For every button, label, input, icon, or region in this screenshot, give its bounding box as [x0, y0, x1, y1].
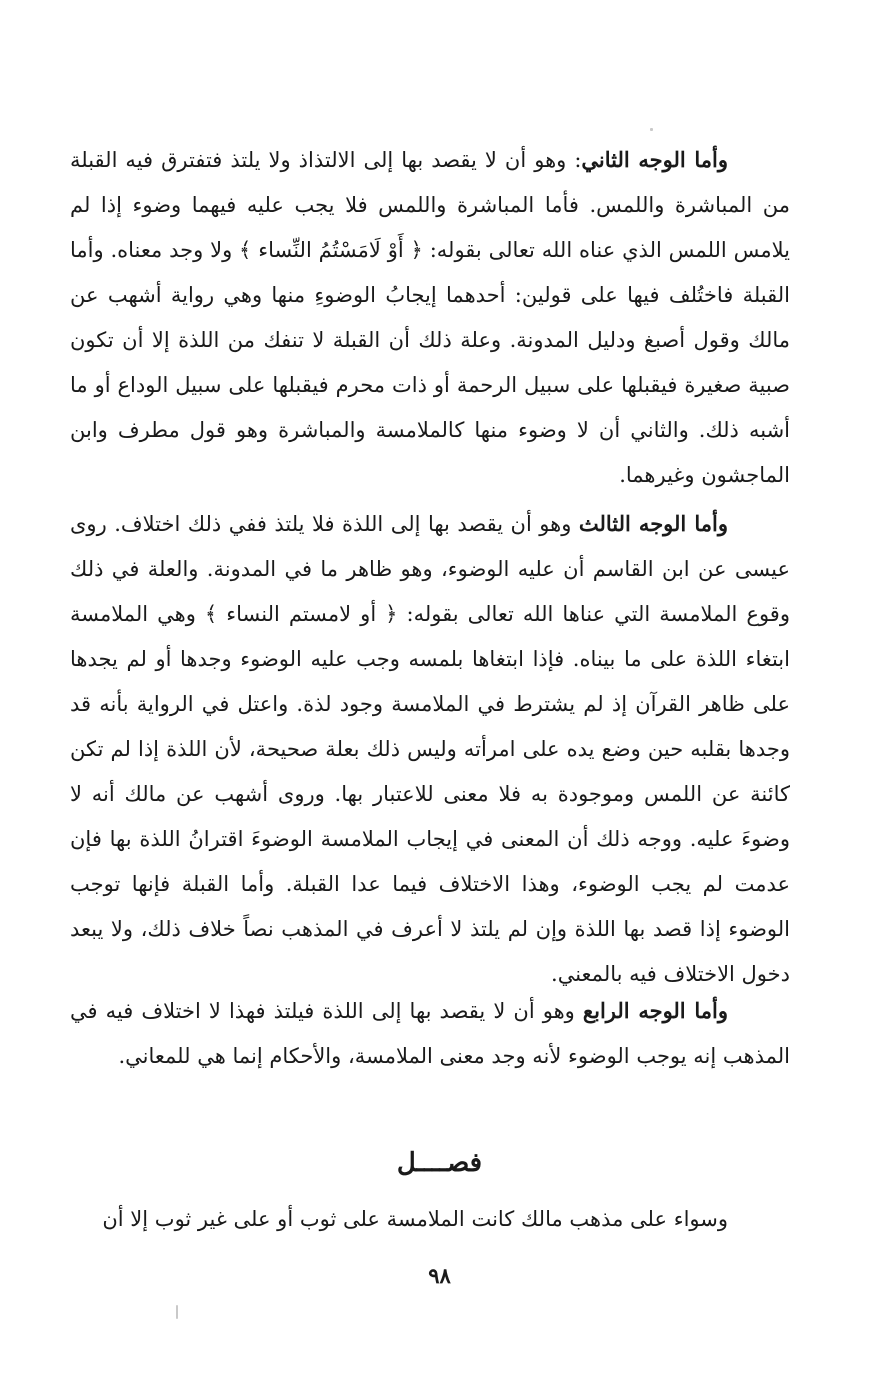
- scan-speck: [650, 128, 653, 131]
- paragraph-fourth-aspect: [70, 988, 790, 1079]
- scan-speck: [176, 1305, 178, 1319]
- paragraph-text: وهو أن يقصد بها إلى اللذة فلا يلتذ ففي ذلك اختلاف. روى عيسى عن ابن القاسم أن عليه الوضوء، وهو ظاهر ما في المدونة. والعلة في ذلك وقوع الملامسة التي عناها الله تعالى بقوله: ﴿ أو لامستم النساء ﴾ وهي الملامسة ابتغاء اللذة على ما بيناه. فإذا ابتغاها بلمسه وجب عليه الوضوء وجدها أو لم يجدها على ظاهر القرآن إذ لم يشترط في الملامسة وجود لذة. واعتل في الرواية بأنه قد وجدها بقلبه حين وضع يده على امرأته وليس ذلك بعلة صحيحة، لأن اللذة إذا لم تكن كائنة عن اللمس وموجودة به فلا معنى للاعتبار بها. وروى أشهب عن مالك أنه لا وضوءَ عليه. ووجه ذلك أن المعنى في إيجاب الملامسة الوضوءَ اقترانُ اللذة بها فإن عدمت لم يجب الوضوء، وهذا الاختلاف فيما عدا القبلة. وأما القبلة فإنها توجب الوضوء إذا قصد بها اللذة وإن لم يلتذ لا أعرف في المذهب نصاً خلاف ذلك، ولا يبعد دخول الاختلاف فيه بالمعني.: [70, 512, 790, 986]
- paragraph-lead: وأما الوجه الثالث: [578, 511, 728, 536]
- section-paragraph: [70, 1197, 790, 1242]
- paragraph-lead: وأما الوجه الثاني: [581, 147, 729, 172]
- section-heading: فصــــل: [396, 1148, 483, 1178]
- paragraph-text: : وهو أن لا يقصد بها إلى الالتذاذ ولا يلتذ فتفترق فيه القبلة من المباشرة واللمس. فأما المباشرة واللمس فلا يجب عليه فيهما وضوء إذا لم يلامس اللمس الذي عناه الله تعالى بقوله: ﴿ أَوْ لَامَسْتُمُ النِّساء ﴾ ولا وجد معناه. وأما القبلة فاختُلف فيها على قولين: أحدهما إيجابُ الوضوءِ منها وهي رواية أشهب عن مالك وقول أصبغ ودليل المدونة. وعلة ذلك أن القبلة لا تنفك من اللذة إلا أن تكون صبية صغيرة فيقبلها على سبيل الرحمة أو ذات محرم فيقبلها على سبيل الوداع أو ما أشبه ذلك. والثاني أن لا وضوء منها كالملامسة والمباشرة وهو قول مطرف وابن الماجشون وغيرهما.: [70, 148, 790, 487]
- paragraph-text: وسواء على مذهب مالك كانت الملامسة على ثوب أو على غير ثوب إلا أن: [102, 1207, 728, 1231]
- paragraph-second-aspect: [70, 137, 790, 498]
- paragraph-text: وهو أن لا يقصد بها إلى اللذة فيلتذ فهذا لا اختلاف فيه في المذهب إنه يوجب الوضوء لأنه وجد معنى الملامسة، والأحكام إنما هي للمعاني.: [70, 999, 790, 1068]
- paragraph-third-aspect: [70, 501, 790, 997]
- page-number: ٩٨: [428, 1263, 451, 1288]
- paragraph-lead: وأما الوجه الرابع: [582, 998, 728, 1023]
